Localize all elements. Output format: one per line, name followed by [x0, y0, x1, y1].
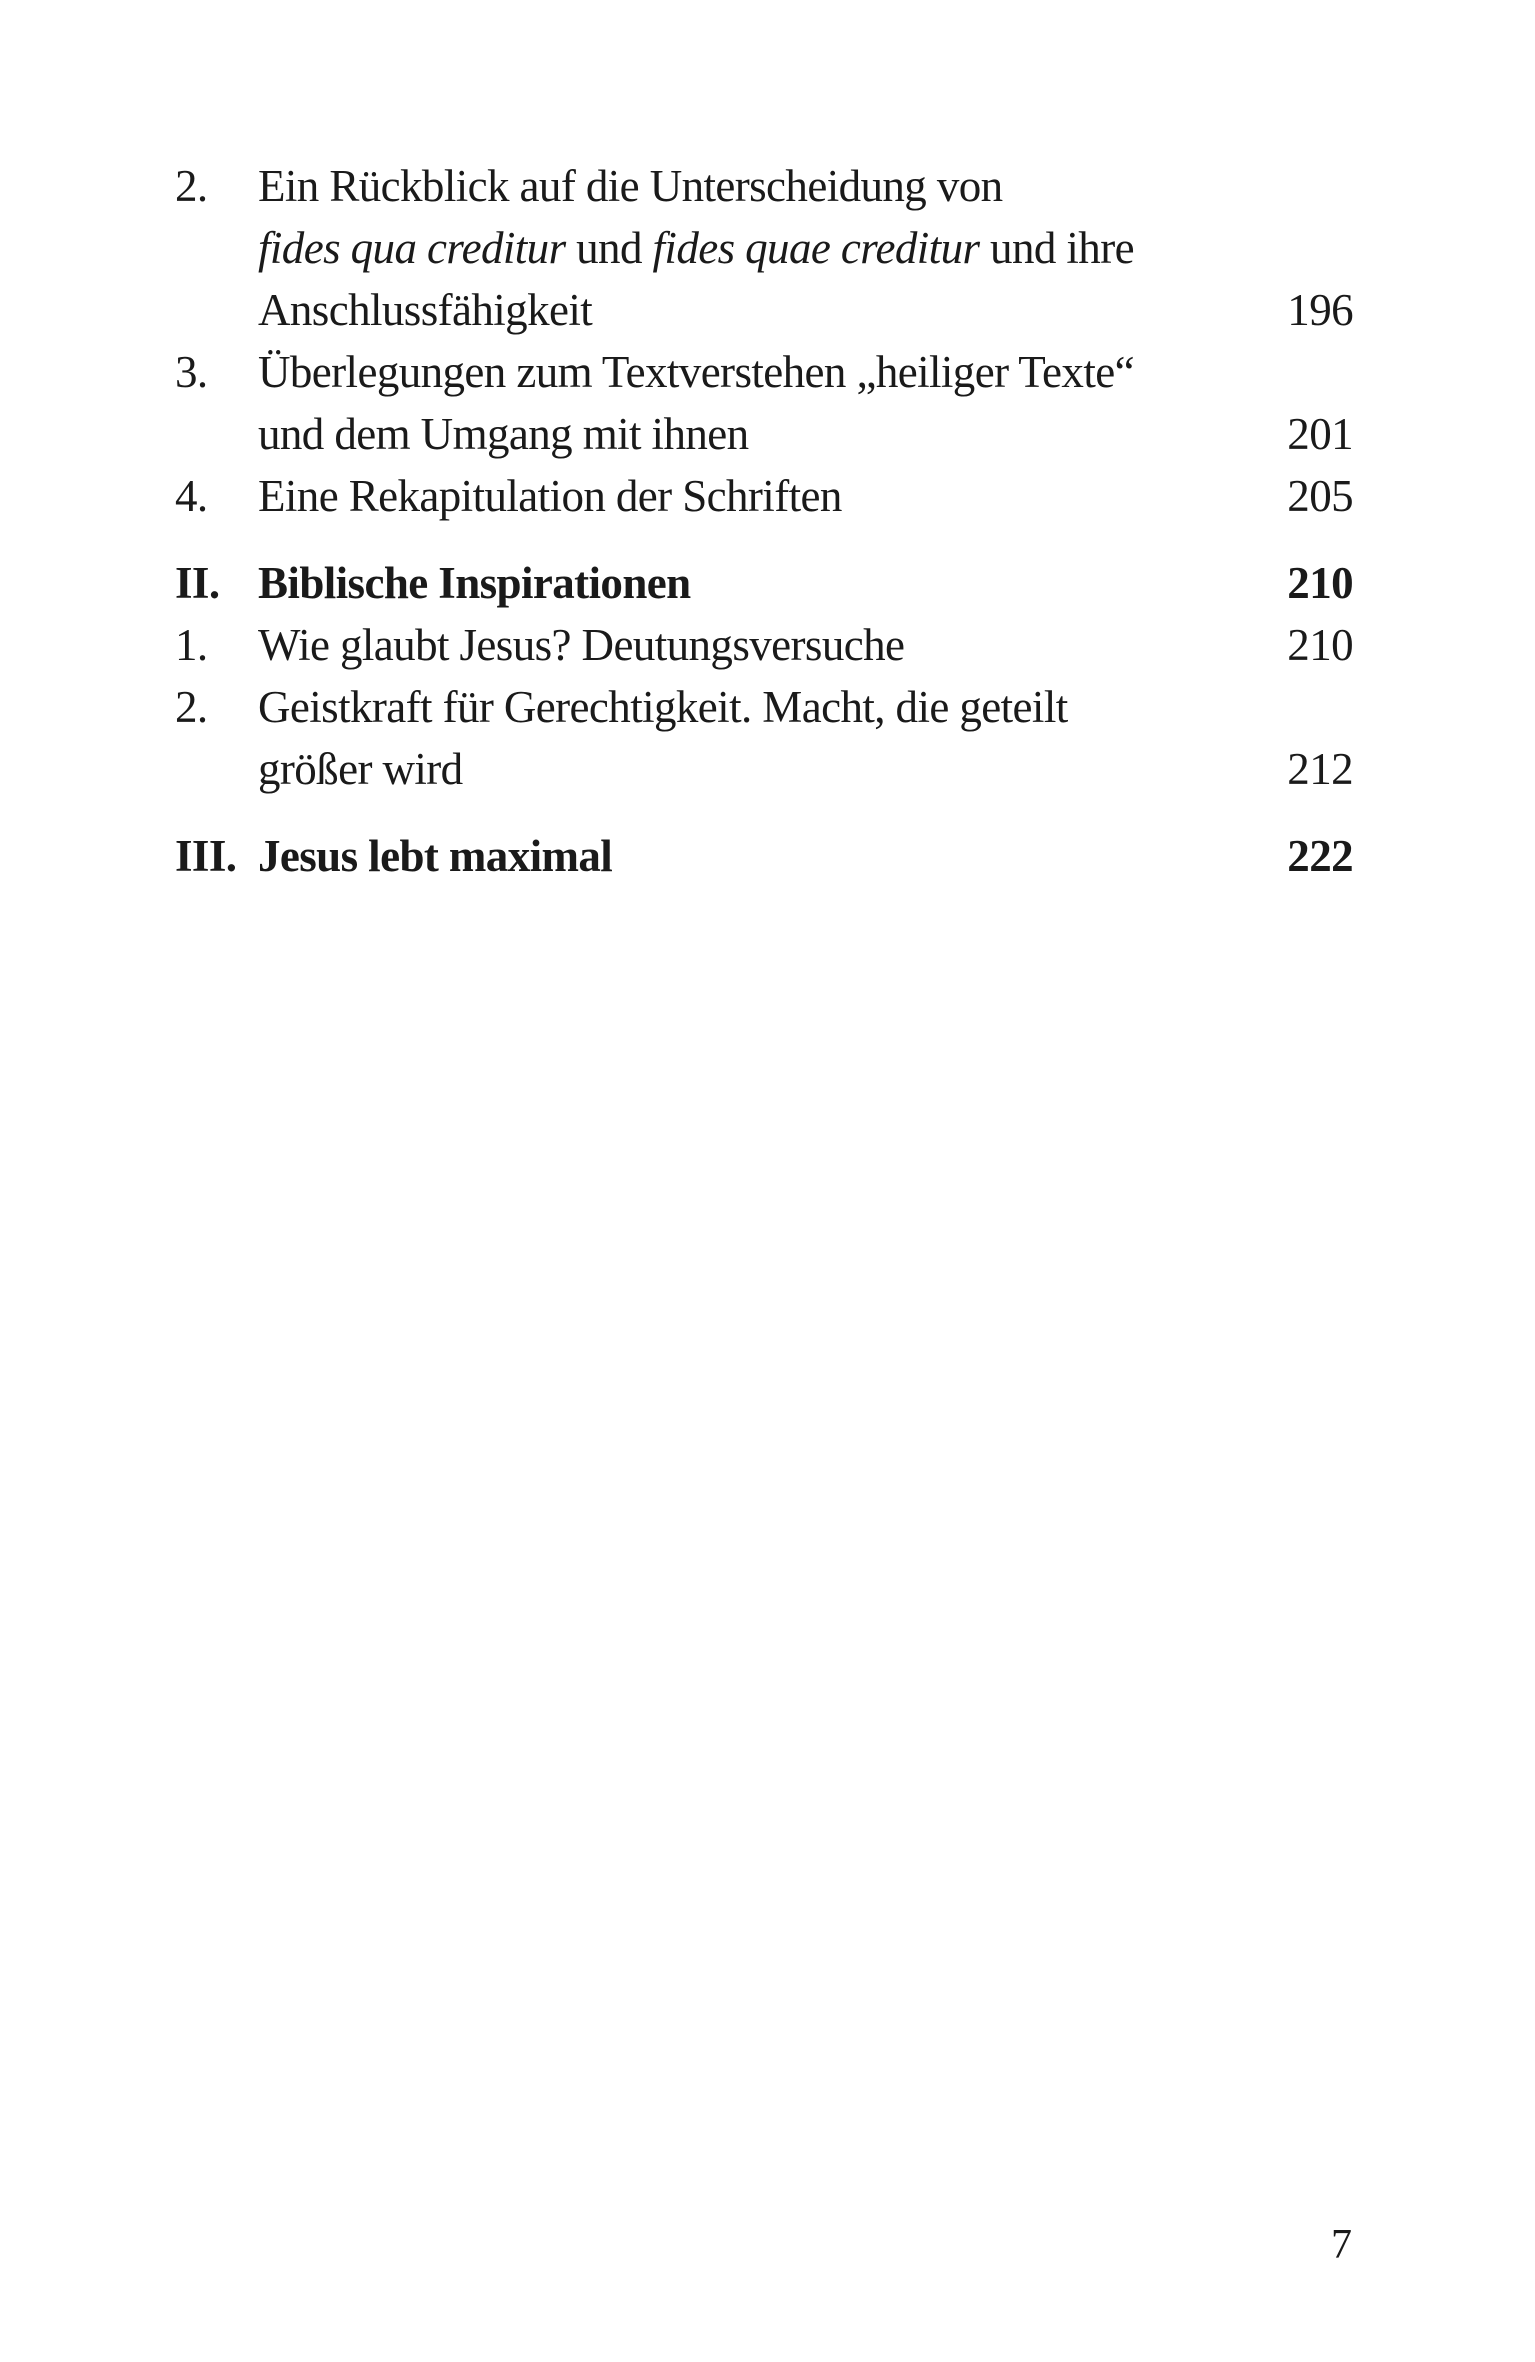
page-number: 7 [1331, 2222, 1352, 2268]
connector-text: und [565, 223, 653, 273]
entry-title-line [258, 217, 1233, 279]
entry-page: 212 [1287, 744, 1353, 794]
toc-entry [175, 676, 1353, 800]
chapter-number: III. [175, 831, 237, 881]
entry-title [258, 465, 1243, 527]
entry-page: 210 [1287, 620, 1353, 670]
chapter-title-line: Jesus lebt maximal [258, 831, 613, 881]
table-of-contents [175, 155, 1353, 887]
toc-entry [175, 465, 1353, 527]
entry-title-line: Wie glaubt Jesus? Deutungsversuche [258, 620, 905, 670]
chapter-page: 222 [1287, 831, 1353, 881]
entry-page: 205 [1287, 471, 1353, 521]
entry-title-line: Geistkraft für Gerechtigkeit. Macht, die geteilt [258, 682, 1068, 732]
latin-term: fides qua creditur [258, 223, 566, 273]
chapter-title [258, 825, 1243, 887]
toc-entry [175, 155, 1353, 341]
chapter-title [258, 552, 1243, 614]
entry-page: 196 [1287, 285, 1353, 335]
entry-title [258, 155, 1243, 341]
chapter-page: 210 [1287, 558, 1353, 608]
entry-title-line: und dem Umgang mit ihnen [258, 409, 749, 459]
entry-title-line: Anschlussfähigkeit [258, 285, 593, 335]
entry-title-line: Ein Rückblick auf die Unterscheidung von [258, 161, 1003, 211]
chapter-title-line: Biblische Inspirationen [258, 558, 691, 608]
toc-chapter-entry [175, 825, 1353, 887]
toc-chapter-entry [175, 552, 1353, 614]
entry-number: 2. [175, 161, 208, 211]
entry-title [258, 614, 1243, 676]
entry-number: 1. [175, 620, 208, 670]
entry-number: 2. [175, 682, 208, 732]
entry-title-line: größer wird [258, 744, 463, 794]
entry-title-line: Überlegungen zum Textverstehen „heiliger Texte“ [258, 347, 1134, 397]
toc-entry [175, 341, 1353, 465]
toc-entry [175, 614, 1353, 676]
entry-title [258, 676, 1243, 800]
entry-title-line: Eine Rekapitulation der Schriften [258, 471, 842, 521]
latin-term: fides quae creditur [652, 223, 980, 273]
entry-page: 201 [1287, 409, 1353, 459]
connector-text: und ihre [979, 223, 1134, 273]
entry-number: 3. [175, 347, 208, 397]
entry-title [258, 341, 1243, 465]
entry-number: 4. [175, 471, 208, 521]
chapter-number: II. [175, 558, 220, 608]
